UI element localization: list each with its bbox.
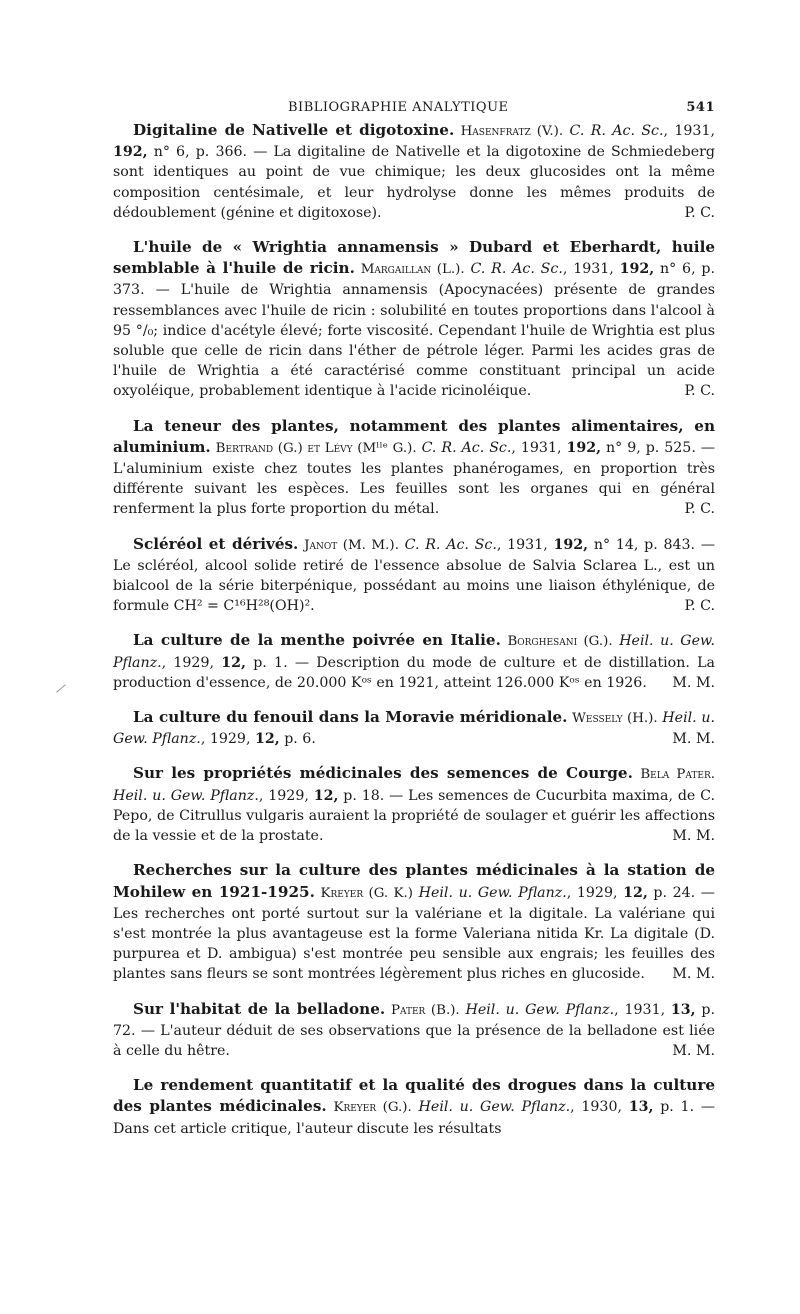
entry-signature: M. M. <box>672 674 715 691</box>
running-title: BIBLIOGRAPHIE ANALYTIQUE <box>288 100 509 115</box>
entry-author: Pater (B.). <box>390 1002 460 1018</box>
bibliography-entry: Sur l'habitat de la belladone. Pater (B.). Heil. u. Gew. Pflanz., 1931, 13, p. 72. — L'auteur déduit de ses observations que la présence de la belladone est liée à celle du hêtre. M. M. <box>113 999 715 1062</box>
entry-issue-pages: p. 24. <box>653 884 696 901</box>
entry-title: La culture de la menthe poivrée en Italie. <box>133 631 501 650</box>
entry-text: — Dans cet article critique, l'auteur discute les résultats <box>113 1099 716 1137</box>
entry-signature: P. C. <box>684 383 715 400</box>
entry-source: Heil. u. Gew. Pflanz. <box>418 884 567 901</box>
entry-title: Sur l'habitat de la belladone. <box>133 999 386 1018</box>
entry-source: C. R. Ac. Sc. <box>404 536 497 553</box>
bibliography-entry: La culture du fenouil dans la Moravie méridionale. Wessely (H.). Heil. u. Gew. Pflanz., 1929, 12, p. 6. M. M. <box>113 707 715 749</box>
entry-author: Bertrand (G.) et Lévy (Mˡˡᵉ G.). <box>215 440 417 456</box>
entry-text: — L'aluminium existe chez toutes les plantes phanérogames, en proportion très différente suivant les espèces. Les feuilles sont les organes qui en général renferment la plus forte proportion du métal. <box>113 439 715 518</box>
entry-text: — Le scléréol, alcool solide retiré de l'essence absolue de Salvia Sclarea L., est un bialcool de la série biterpénique, possédant au moins une liaison éthylénique, de formule CH² = C¹⁶H²⁸(OH)². <box>113 536 716 615</box>
entry-volume: 13, <box>628 1099 654 1116</box>
entry-issue-pages: p. 1. <box>660 1099 695 1116</box>
entry-issue-pages: n° 14, p. 843. <box>593 536 696 553</box>
entry-year: 1929, <box>576 884 618 901</box>
entry-signature: P. C. <box>684 598 715 615</box>
entry-volume: 192, <box>619 261 655 278</box>
entry-signature: M. M. <box>672 1042 715 1059</box>
bibliography-entry: L'huile de « Wrightia annamensis » Dubard et Eberhardt, huile semblable à l'huile de ricin. Margaillan (L.). C. R. Ac. Sc., 1931, 192, n° 6, p. 373. — L'huile de Wrightia annamensis (Apocynacées) présente de grandes ressemblances avec l'huile de ricin : solubilité en toutes proportions dans l'alcool à 95 °/₀; indice d'acétyle élevé; forte viscosité. Cependant l'huile de Wrightia est plus soluble que celle de ricin dans l'éther de pétrole léger. Parmi les acides gras de l'huile de Wrightia a été caractérisé comme constituant principal un acide oxyoléique, probablement identique à l'acide ricinoléique. P. C. <box>113 237 715 402</box>
entry-text: — Les recherches ont porté surtout sur la valériane et la digitale. La valériane qui s'est montrée la plus avantageuse est la forme Valeriana nitida Kr. La digitale (D. purpurea et D. ambigua) s'est montrée peu sensible aux engrais; les feuilles des plantes sans fleurs se sont montrées légèrement plus riches en glucoside. <box>113 884 715 983</box>
entry-text: — Description du mode de culture et de distillation. La production d'essence, de 20.000 Kᵒˢ en 1921, atteint 126.000 Kᵒˢ en 1926. <box>113 654 716 691</box>
entry-author: Janot (M. M.). <box>304 537 399 553</box>
entry-source: Heil. u. Gew. Pflanz. <box>113 710 715 748</box>
entry-year: 1931, <box>507 536 548 553</box>
entry-title: Scléréol et dérivés. <box>133 534 299 553</box>
entry-source: C. R. Ac. Sc. <box>421 439 512 456</box>
entry-source: Heil. u. Gew. Pflanz. <box>113 633 716 671</box>
entry-source: Heil. u. Gew. Pflanz. <box>465 1001 615 1018</box>
entry-issue-pages: n° 6, p. 366. <box>153 144 248 161</box>
entry-author: Margaillan (L.). <box>360 262 465 278</box>
entry-source: C. R. Ac. Sc. <box>569 123 664 139</box>
bibliography-entry: Le rendement quantitatif et la qualité des drogues dans la culture des plantes médicinales. Kreyer (G.). Heil. u. Gew. Pflanz., 1930, 13, p. 1. — Dans cet article critique, l'auteur discute les résultats <box>113 1076 716 1137</box>
entry-author: Bela Pater. <box>640 767 716 783</box>
entry-text: — L'auteur déduit de ses observations que la présence de la belladone est liée à celle du hêtre. <box>113 1022 715 1059</box>
bibliography-entry: La culture de la menthe poivrée en Italie. Borghesani (G.). Heil. u. Gew. Pflanz., 1929, 12, p. 1. — Description du mode de culture et de distillation. La production d'essence, de 20.000 Kᵒˢ en 1921, atteint 126.000 Kᵒˢ en 1926. M. M. <box>113 630 715 693</box>
entry-signature: M. M. <box>672 966 715 983</box>
entry-author: Borghesani (G.). <box>507 634 613 650</box>
entry-author: Hasenfratz (V.). <box>460 124 564 139</box>
entry-source: Heil. u. Gew. Pflanz. <box>418 1099 571 1116</box>
entry-volume: 12, <box>623 884 648 901</box>
entry-author: Kreyer (G. K.) <box>320 885 414 901</box>
entry-issue-pages: p. 72. <box>113 1001 715 1039</box>
entry-signature: P. C. <box>684 204 715 221</box>
entry-title: Recherches sur la culture des plantes médicinales à la station de Mohilew en 1921-1925. <box>113 861 715 901</box>
entry-signature: M. M. <box>672 731 715 748</box>
entry-issue-pages: n° 9, p. 525. <box>606 439 696 456</box>
entry-volume: 192, <box>113 144 148 161</box>
entry-issue-pages: p. 6. <box>284 731 316 748</box>
entry-text: — L'huile de Wrightia annamensis (Apocynacées) présente de grandes ressemblances avec l'huile de ricin : solubilité en toutes proportions dans l'alcool à 95 °/₀; indice d'acétyle élevé; forte viscosité. Cependant l'huile de Wrightia est plus soluble que celle de ricin dans l'éther de pétrole léger. Parmi les acides gras de l'huile de Wrightia a été caractérisé comme constituant principal un acide oxyoléique, probablement identique à l'acide ricinoléique. <box>113 282 715 400</box>
entry-source: Heil. u. Gew. Pflanz. <box>113 787 259 804</box>
entry-author: Kreyer (G.). <box>333 1100 412 1116</box>
entry-volume: 12, <box>254 731 280 748</box>
entry-year: 1929, <box>268 787 309 804</box>
bibliography-entries <box>113 120 715 1139</box>
bibliography-entry: Scléréol et dérivés. Janot (M. M.). C. R. Ac. Sc., 1931, 192, n° 14, p. 843. — Le scléréol, alcool solide retiré de l'essence absolue de Salvia Sclarea L., est un bialcool de la série biterpénique, possédant au moins une liaison éthylénique, de formule CH² = C¹⁶H²⁸(OH)². P. C. <box>113 534 715 617</box>
bibliography-entry: Recherches sur la culture des plantes médicinales à la station de Mohilew en 1921-1925. Kreyer (G. K.) Heil. u. Gew. Pflanz., 1929, 12, p. 24. — Les recherches ont porté surtout sur la valériane et la digitale. La valériane qui s'est montrée la plus avantageuse est la forme Valeriana nitida Kr. La digitale (D. purpurea et D. ambigua) s'est montrée peu sensible aux engrais; les feuilles des plantes sans fleurs se sont montrées légèrement plus riches en glucoside. M. M. <box>113 860 715 984</box>
entry-year: 1931, <box>624 1001 666 1018</box>
entry-title: Sur les propriétés médicinales des semences de Courge. <box>133 764 633 783</box>
entry-title: Le rendement quantitatif et la qualité des drogues dans la culture des plantes médicinales. <box>113 1076 715 1116</box>
entry-title: La teneur des plantes, notamment des plantes alimentaires, en aluminium. <box>113 416 715 456</box>
entry-text: — Les semences de Cucurbita maxima, de C. Pepo, de Citrullus vulgaris auraient la propriété de soulager et guérir les affections de la vessie et de la prostate. <box>113 787 716 845</box>
page-number: 541 <box>686 100 715 115</box>
entry-year: 1929, <box>173 654 214 671</box>
entry-title: La culture du fenouil dans la Moravie méridionale. <box>133 708 568 727</box>
bibliography-entry: Sur les propriétés médicinales des semences de Courge. Bela Pater. Heil. u. Gew. Pflanz., 1929, 12, p. 18. — Les semences de Cucurbita maxima, de C. Pepo, de Citrullus vulgaris auraient la propriété de soulager et guérir les affections de la vessie et de la prostate. M. M. <box>113 763 715 846</box>
entry-signature: P. C. <box>684 501 715 518</box>
entry-title: L'huile de « Wrightia annamensis » Dubard et Eberhardt, huile semblable à l'huile de ricin. <box>113 238 715 278</box>
entry-year: 1931, <box>573 261 614 278</box>
entry-author: Wessely (H.). <box>572 711 658 727</box>
bibliography-entry: Digitaline de Nativelle et digotoxine. Hasenfratz (V.). C. R. Ac. Sc., 1931, 192, n° 6, p. 366. — La digitaline de Nativelle et la digotoxine de Schmiedeberg sont identiques au point de vue chimique; les deux glucosides ont la même composition centésimale, et leur hydrolyse donne les mêmes produits de dédoublement (génine et digitoxose). P. C. <box>113 120 715 223</box>
entry-signature: M. M. <box>672 828 715 845</box>
entry-volume: 192, <box>566 439 602 456</box>
entry-volume: 192, <box>553 536 589 553</box>
running-head <box>113 100 715 120</box>
entry-year: 1929, <box>209 731 251 748</box>
entry-source: C. R. Ac. Sc. <box>470 261 563 278</box>
entry-year: 1931, <box>674 123 715 139</box>
entry-volume: 12, <box>221 654 246 671</box>
page <box>113 100 715 1153</box>
entry-volume: 13, <box>670 1001 696 1018</box>
entry-text: — La digitaline de Nativelle et la digotoxine de Schmiedeberg sont identiques au point de vue chimique; les deux glucosides ont la même composition centésimale, et leur hydrolyse donne les mêmes produits de dédoublement (génine et digitoxose). <box>113 144 716 221</box>
entry-issue-pages: p. 18. <box>343 787 385 804</box>
entry-year: 1930, <box>581 1099 622 1116</box>
entry-title: Digitaline de Nativelle et digotoxine. <box>133 121 455 139</box>
bibliography-entry: La teneur des plantes, notamment des plantes alimentaires, en aluminium. Bertrand (G.) et Lévy (Mˡˡᵉ G.). C. R. Ac. Sc., 1931, 192, n° 9, p. 525. — L'aluminium existe chez toutes les plantes phanérogames, en proportion très différente suivant les espèces. Les feuilles sont les organes qui en général renferment la plus forte proportion du métal. P. C. <box>113 416 715 520</box>
entry-issue-pages: p. 1. <box>253 654 288 671</box>
entry-year: 1931, <box>520 439 562 456</box>
entry-volume: 12, <box>313 787 339 804</box>
margin-mark <box>56 684 66 692</box>
entry-issue-pages: n° 6, p. 373. <box>113 261 715 299</box>
